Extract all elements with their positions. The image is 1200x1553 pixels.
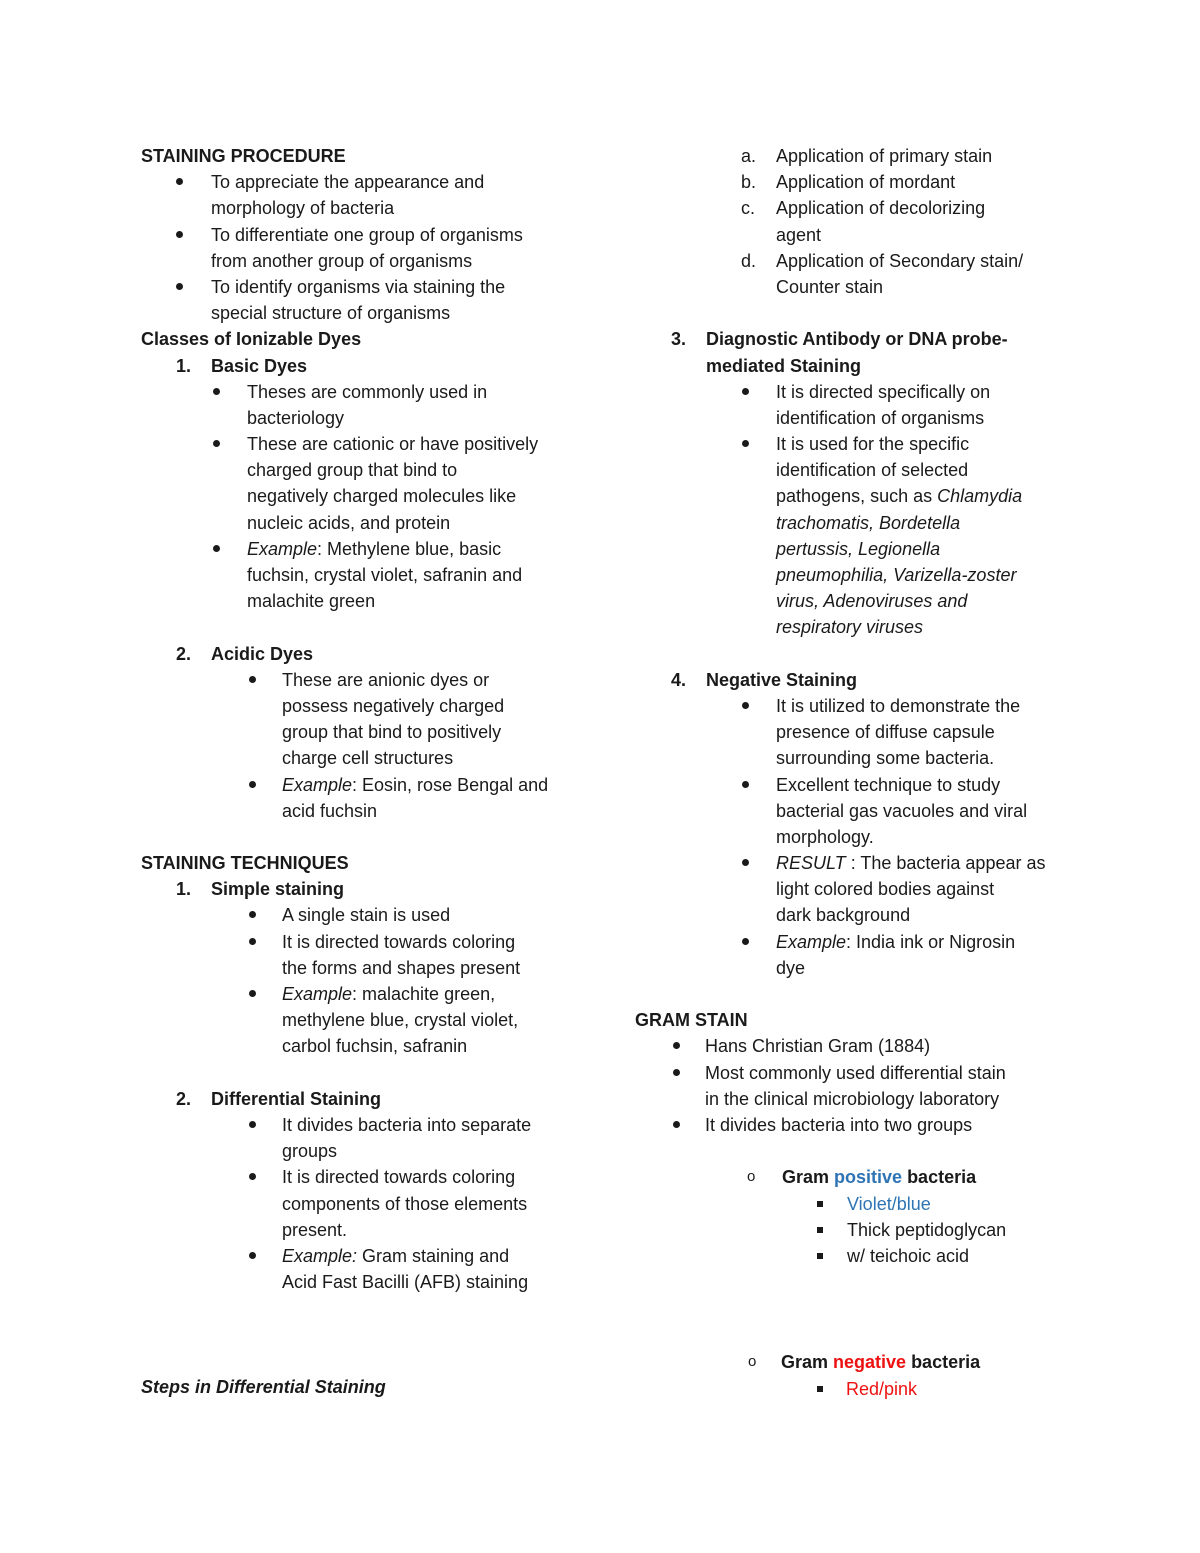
steps-heading: Steps in Differential Staining xyxy=(141,1376,386,1397)
bullet-icon xyxy=(742,440,749,447)
bullet-icon xyxy=(673,1121,680,1128)
numbered-item-basic-dyes: 1. Basic Dyes xyxy=(176,355,308,376)
bullet-item: Example: malachite green, methylene blue, crystal violet, carbol fuchsin, safranin xyxy=(141,981,591,1060)
bullet-item: It divides bacteria into two groups xyxy=(635,1112,1071,1138)
bullet-item: It is directed towards coloring components of those elements present. xyxy=(141,1164,591,1243)
bullet-icon xyxy=(249,938,256,945)
gram-negative-item: Red/pink xyxy=(635,1376,1071,1402)
bullet-item: These are cationic or have positively charged group that bind to negatively charged molecules like nucleic acids, and protein xyxy=(141,431,591,536)
bullet-icon xyxy=(742,938,749,945)
numbered-item-acidic-dyes: 2. Acidic Dyes xyxy=(176,643,314,664)
bullet-item: It is directed towards coloring the forms and shapes present xyxy=(141,929,591,981)
section-heading-staining-procedure: STAINING PROCEDURE xyxy=(141,146,346,166)
square-bullet-icon xyxy=(817,1253,823,1259)
bullet-icon xyxy=(213,388,220,395)
section-heading-staining-techniques: STAINING TECHNIQUES xyxy=(141,853,349,874)
bullet-icon xyxy=(249,1173,256,1180)
bullet-icon xyxy=(249,911,256,918)
bullet-icon xyxy=(176,231,183,238)
bullet-icon xyxy=(213,545,220,552)
bullet-icon xyxy=(742,702,749,709)
bullet-item: RESULT : The bacteria appear as light colored bodies against dark background xyxy=(671,850,1071,929)
subheading-classes-of-dyes: Classes of Ionizable Dyes xyxy=(141,329,362,350)
lettered-item: b. Application of mordant xyxy=(741,172,956,193)
bullet-icon xyxy=(673,1069,680,1076)
left-column xyxy=(141,143,591,1400)
gram-positive-heading: o Gram positive bacteria xyxy=(635,1164,1071,1190)
bullet-item: To appreciate the appearance and morphology of bacteria xyxy=(141,169,591,221)
bullet-icon xyxy=(176,178,183,185)
numbered-item-diagnostic-staining: 3. Diagnostic Antibody or DNA probe- mediated Staining xyxy=(671,329,1008,376)
bullet-item: These are anionic dyes or possess negatively charged group that bind to positively charge cell structures xyxy=(141,667,591,772)
bullet-item: Example: Eosin, rose Bengal and acid fuchsin xyxy=(141,772,591,824)
bullet-icon xyxy=(742,388,749,395)
bullet-item: Theses are commonly used in bacteriology xyxy=(141,379,591,431)
square-bullet-icon xyxy=(817,1386,823,1392)
numbered-item-negative-staining: 4. Negative Staining xyxy=(671,669,858,690)
bullet-icon xyxy=(249,1252,256,1259)
numbered-item-differential-staining: 2. Differential Staining xyxy=(176,1088,382,1109)
bullet-item: To differentiate one group of organisms from another group of organisms xyxy=(141,222,591,274)
bullet-item: A single stain is used xyxy=(141,902,591,928)
right-column xyxy=(635,143,1071,1402)
bullet-icon xyxy=(213,440,220,447)
bullet-icon xyxy=(673,1042,680,1049)
bullet-icon xyxy=(249,1121,256,1128)
lettered-item: a. Application of primary stain xyxy=(741,146,993,166)
bullet-item: Excellent technique to study bacterial gas vacuoles and viral morphology. xyxy=(671,772,1071,851)
bullet-icon xyxy=(742,859,749,866)
bullet-item: Example: India ink or Nigrosin dye xyxy=(671,929,1071,981)
bullet-item: Hans Christian Gram (1884) xyxy=(635,1033,1071,1059)
gram-negative-heading: o Gram negative bacteria xyxy=(635,1349,1071,1375)
bullet-item: Most commonly used differential stain in the clinical microbiology laboratory xyxy=(635,1060,1071,1112)
bullet-item: Example: Methylene blue, basic fuchsin, crystal violet, safranin and malachite green xyxy=(141,536,591,615)
bullet-item: It is directed specifically on identification of organisms xyxy=(671,379,1071,431)
bullet-item: It is utilized to demonstrate the presence of diffuse capsule surrounding some bacteria. xyxy=(671,693,1071,772)
gram-positive-item: Thick peptidoglycan xyxy=(635,1217,1071,1243)
bullet-icon xyxy=(176,283,183,290)
bullet-item: It is used for the specific identification of selected pathogens, such as Chlamydia trachomatis, Bordetella pertussis, Legionella pneumophilia, Varizella-zoster virus, Adenoviruses and respiratory viruses xyxy=(671,431,1071,641)
gram-positive-item: Violet/blue xyxy=(635,1191,1071,1217)
bullet-item: To identify organisms via staining the special structure of organisms xyxy=(141,274,591,326)
lettered-item: c. Application of decolorizing agent xyxy=(741,198,986,245)
lettered-item: d. Application of Secondary stain/ Counter stain xyxy=(741,250,1024,297)
bullet-item: Example: Gram staining and Acid Fast Bacilli (AFB) staining xyxy=(141,1243,591,1295)
gram-stain-section xyxy=(635,1007,1071,1402)
bullet-icon xyxy=(249,676,256,683)
bullet-icon xyxy=(249,990,256,997)
bullet-icon xyxy=(249,781,256,788)
bullet-item: It divides bacteria into separate groups xyxy=(141,1112,591,1164)
numbered-item-simple-staining: 1. Simple staining xyxy=(176,879,345,900)
section-heading-gram-stain: GRAM STAIN xyxy=(635,1010,748,1031)
square-bullet-icon xyxy=(817,1201,823,1207)
square-bullet-icon xyxy=(817,1227,823,1233)
gram-positive-item: w/ teichoic acid xyxy=(635,1243,1071,1269)
bullet-icon xyxy=(742,781,749,788)
circle-bullet-icon: o xyxy=(748,1353,757,1371)
circle-bullet-icon: o xyxy=(747,1168,756,1186)
